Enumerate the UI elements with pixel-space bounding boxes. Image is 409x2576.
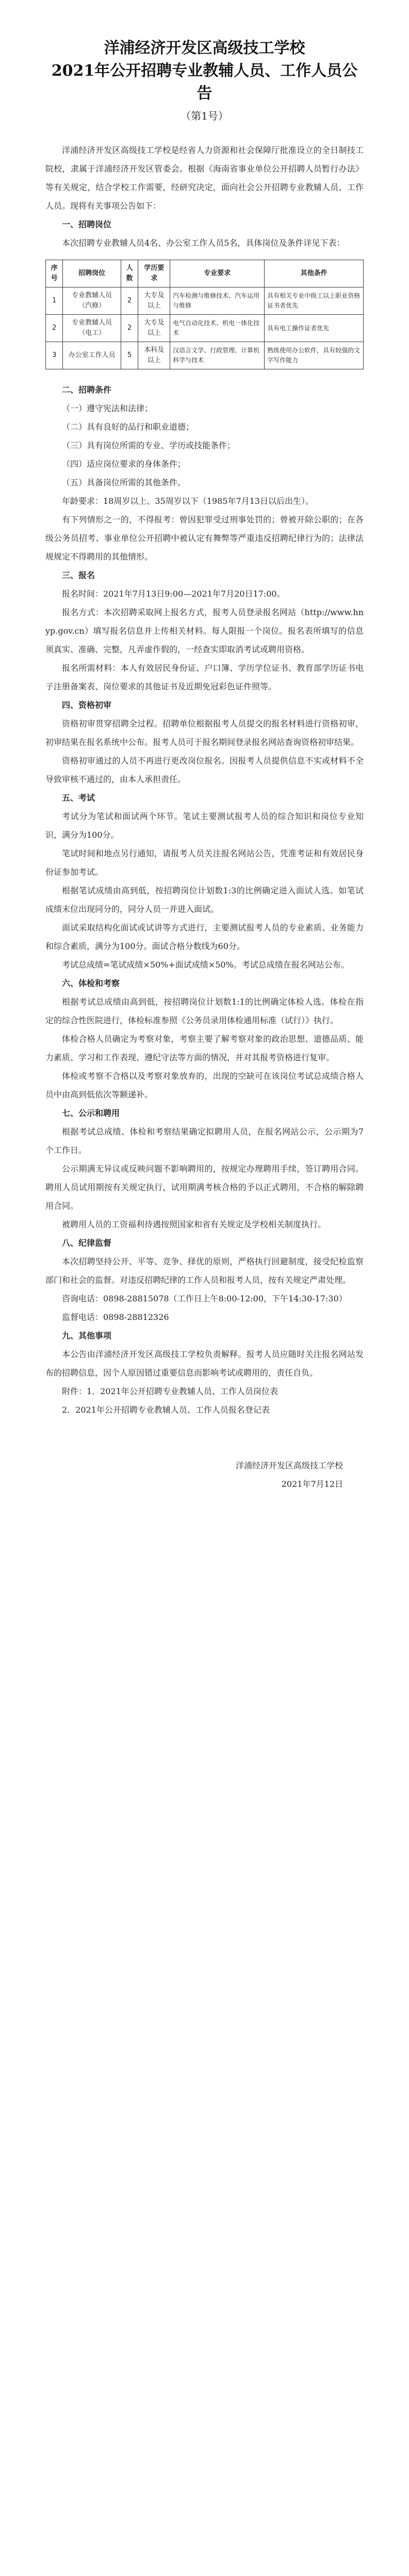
section-heading: 八、纪律监督 xyxy=(62,1238,112,1248)
table-cell: 具有相关专业中级工以上职业资格证书者优先 xyxy=(265,287,364,315)
section-paragraph: 根据考试总成绩由高到低，按招聘岗位计划数1:1的比例确定体检人选。体检在指定的综合性医院进行，体检标准参照《公务员录用体检通用标准（试行）》执行。 xyxy=(45,997,364,1025)
section-paragraph: 体检或考察不合格以及考察对象放弃的，出现的空缺可在该岗位考试总成绩合格人员中由高到低依次等额递补。 xyxy=(45,1071,364,1099)
section-heading: 六、体检和考察 xyxy=(62,978,120,988)
section-paragraph: 考试总成绩=笔试成绩×50%+面试成绩×50%。考试总成绩在报名网站公布。 xyxy=(62,960,349,970)
page-title: 洋浦经济开发区高级技工学校 xyxy=(104,39,305,57)
section-paragraph: 监督电话：0898-28812326 xyxy=(62,1312,169,1322)
table-cell: 专业教辅人员（电工） xyxy=(63,315,121,342)
announcement-body xyxy=(45,215,364,1419)
section-paragraph: 报名时间：2021年7月13日9:00—2021年7月20日17:00。 xyxy=(62,589,285,599)
signature-organization: 洋浦经济开发区高级技工学校 xyxy=(235,1461,343,1470)
table-cell: 专业教辅人员（汽修） xyxy=(63,287,121,315)
intro-paragraph: 洋浦经济开发区高级技工学校是经省人力资源和社会保障厅批准设立的全日制技工院校，隶属于洋浦经济开发区管委会。根据《海南省事业单位公开招聘人员暂行办法》等有关规定，结合学校工作需要，经研究决定，面向社会公开招聘专业教辅人员、工作人员。现将有关事项公告如下： xyxy=(45,145,364,211)
section-paragraph: （四）适应岗位要求的身体条件； xyxy=(62,459,186,469)
table-cell: 汽车检测与维修技术、汽车运用与维修 xyxy=(170,287,265,315)
section-paragraph: 面试采取结构化面试或试讲等方式进行，主要测试报考人员的专业素质、业务能力和综合素质，满分为100分。面试合格分数线为60分。 xyxy=(45,923,364,951)
table-row xyxy=(46,342,364,369)
table-header-cell: 招聘岗位 xyxy=(63,260,121,287)
section-paragraph: 考试分为笔试和面试两个环节。笔试主要测试报考人员的综合知识和岗位专业知识，满分为100分。 xyxy=(45,811,364,840)
table-cell: 5 xyxy=(121,342,138,369)
section-paragraph: 被聘用人员的工资福利待遇按照国家和省有关规定及学校相关制度执行。 xyxy=(62,1219,326,1229)
table-cell: 2 xyxy=(121,287,138,315)
table-cell: 电气自动化技术、机电一体化技术 xyxy=(170,315,265,342)
spacer xyxy=(45,1438,364,1456)
table-row xyxy=(46,287,364,315)
section-paragraph: 本次招聘专业教辅人员4名、办公室工作人员5名，具体岗位及条件详见下表： xyxy=(62,238,345,248)
table-header-cell: 序号 xyxy=(46,260,63,287)
table-header-cell: 专业要求 xyxy=(170,260,265,287)
table-cell: 具有电工操作证者优先 xyxy=(265,315,364,342)
section-paragraph: 笔试时间和地点另行通知，请报考人员关注报名网站公告，凭准考证和有效居民身份证参加考试。 xyxy=(45,849,364,877)
section-paragraph: 根据笔试成绩由高到低，按招聘岗位计划数1:3的比例确定进入面试人选。如笔试成绩末位出现同分的，同分人员一并进入面试。 xyxy=(45,886,364,914)
table-cell: 3 xyxy=(46,342,63,369)
table-cell: 熟练使用办公软件，具有较强的文字写作能力 xyxy=(265,342,364,369)
section-paragraph: （二）具有良好的品行和职业道德； xyxy=(62,422,194,432)
section-paragraph: 附件：1．2021年公开招聘专业教辅人员、工作人员岗位表 xyxy=(62,1386,278,1396)
table-cell: 本科及以上 xyxy=(138,342,170,369)
table-header-cell: 人数 xyxy=(121,260,138,287)
section-heading: 二、招聘条件 xyxy=(62,385,112,395)
table-cell: 大专及以上 xyxy=(138,315,170,342)
table-header-row xyxy=(46,260,364,287)
section-paragraph: （五）具备岗位所需的其他条件。 xyxy=(62,478,186,487)
section-paragraph: （三）具有岗位所需的专业、学历或技能条件； xyxy=(62,440,236,450)
spacer xyxy=(45,1419,364,1438)
section-heading: 三、报名 xyxy=(62,570,95,580)
table-header-cell: 学历要求 xyxy=(138,260,170,287)
signature-date: 2021年7月12日 xyxy=(281,1479,343,1489)
table-cell: 大专及以上 xyxy=(138,287,170,315)
section-paragraph: （一）遵守宪法和法律； xyxy=(62,403,153,413)
section-heading: 九、其他事项 xyxy=(62,1331,112,1341)
section-paragraph: 报名所需材料：本人有效居民身份证、户口簿、学历学位证书、教育部学历证书电子注册备案表、岗位要求的其他证书及近期免冠彩色证件照等。 xyxy=(45,663,364,691)
section-paragraph: 报名方式：本次招聘采取网上报名方式，报考人员登录报名网站（http://www.hnyp.gov.cn）填写报名信息并上传相关材料。每人限报一个岗位。报名表所填写的信息须真实、准确、完整，凡弄虚作假的，一经查实即取消考试或聘用资格。 xyxy=(45,607,364,654)
section-paragraph: 2．2021年公开招聘专业教辅人员、工作人员报名登记表 xyxy=(62,1405,270,1415)
table-cell: 2 xyxy=(121,315,138,342)
section-heading: 四、资格初审 xyxy=(62,700,112,710)
page-title-line2: 2021年公开招聘专业教辅人员、工作人员公告 xyxy=(51,62,358,103)
section-heading: 五、考试 xyxy=(62,793,95,803)
section-paragraph: 根据考试总成绩、体检和考察结果确定拟聘用人员，在报名网站公示，公示期为7个工作日。 xyxy=(45,1127,364,1155)
table-cell: 2 xyxy=(46,315,63,342)
section-paragraph: 公示期满无异议或反映问题不影响聘用的，按规定办理聘用手续，签订聘用合同。聘用人员试用期按有关规定执行，试用期满考核合格的予以正式聘用，不合格的解除聘用合同。 xyxy=(45,1164,364,1211)
section-paragraph: 咨询电话：0898-28815078（工作日上午8:00-12:00，下午14:30-17:30） xyxy=(62,1294,347,1303)
table-cell: 办公室工作人员 xyxy=(63,342,121,369)
section-paragraph: 本次招聘坚持公开、平等、竞争、择优的原则，严格执行回避制度，接受纪检监察部门和社会的监督。对违反招聘纪律的工作人员和报考人员，按有关规定严肃处理。 xyxy=(45,1257,364,1285)
section-paragraph: 有下列情形之一的，不得报考：曾因犯罪受过刑事处罚的；曾被开除公职的；在各级公务员招考、事业单位公开招聘中被认定有舞弊等严重违反招聘纪律行为的；法律法规规定不得聘用的其他情形。 xyxy=(45,515,364,562)
table-cell: 1 xyxy=(46,287,63,315)
announcement-number: （第1号） xyxy=(181,110,228,122)
table-header-cell: 其他条件 xyxy=(265,260,364,287)
section-heading: 一、招聘岗位 xyxy=(62,219,112,229)
positions-table xyxy=(45,260,364,369)
table-row xyxy=(46,315,364,342)
section-paragraph: 本公告由洋浦经济开发区高级技工学校负责解释。报考人员应随时关注报名网站发布的招聘信息，因个人原因错过重要信息而影响考试或聘用的，责任自负。 xyxy=(45,1349,364,1378)
section-heading: 七、公示和聘用 xyxy=(62,1108,120,1118)
section-paragraph: 资格初审贯穿招聘全过程。招聘单位根据报考人员提交的报名材料进行资格初审，初审结果在报名系统中公布。报考人员可于报名期间登录报名网站查询资格初审结果。 xyxy=(45,719,364,747)
section-paragraph: 体检合格人员确定为考察对象，考察主要了解考察对象的政治思想、道德品质、能力素质、学习和工作表现、遵纪守法等方面的情况，并对其报考资格进行复审。 xyxy=(45,1034,364,1062)
table-cell: 汉语言文学、行政管理、计算机科学与技术 xyxy=(170,342,265,369)
section-paragraph: 年龄要求：18周岁以上、35周岁以下（1985年7月13日以后出生）。 xyxy=(62,496,314,506)
section-paragraph: 资格初审通过的人员不再进行更改岗位报名。因报考人员提供信息不实或材料不全导致审核不通过的，由本人承担责任。 xyxy=(45,756,364,784)
